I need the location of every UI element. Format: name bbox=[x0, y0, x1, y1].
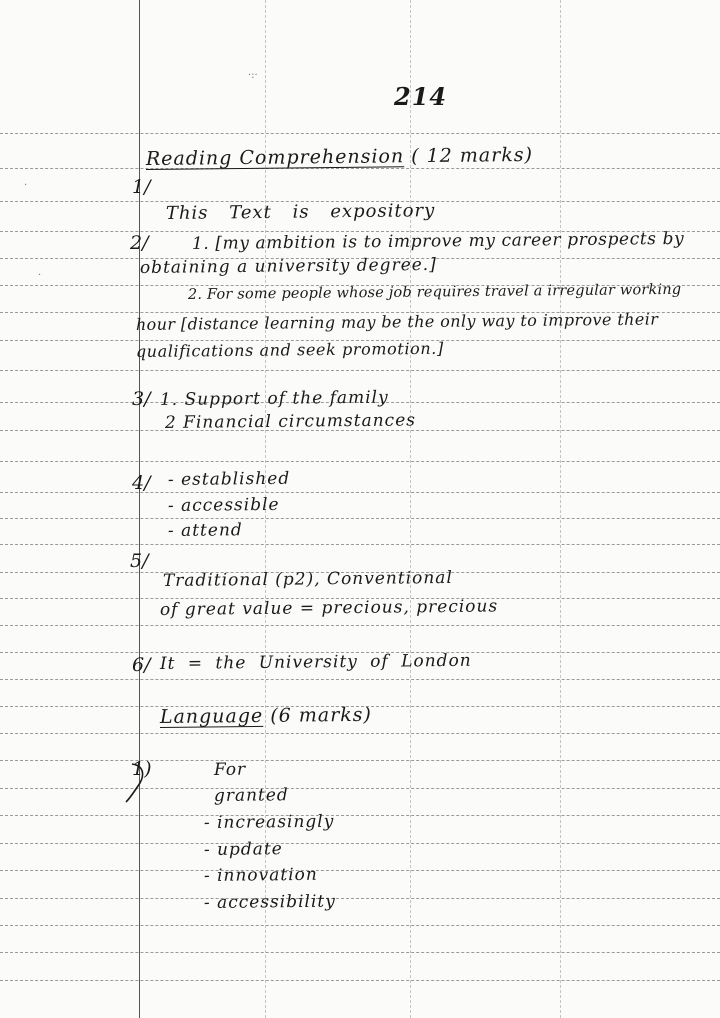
answer-line: - attend bbox=[167, 520, 243, 541]
margin-line bbox=[139, 0, 140, 1018]
answer-line: - update bbox=[203, 839, 283, 860]
answer-line: hour [distance learning may be the only way to improve their bbox=[135, 309, 659, 334]
reading-heading: Reading Comprehension bbox=[145, 145, 405, 170]
answer-line: - increasingly bbox=[203, 811, 335, 833]
grid-line bbox=[560, 0, 561, 1018]
question-number: 1) bbox=[132, 758, 152, 780]
answer-line: - accessible bbox=[167, 494, 280, 516]
speck: · bbox=[24, 180, 28, 191]
answer-line: - innovation bbox=[203, 864, 318, 886]
answer-line: obtaining a university degree.] bbox=[139, 254, 437, 278]
answer-line: qualifications and seek promotion.] bbox=[135, 338, 444, 361]
answer-line: 1. [my ambition is to improve my career prospects by bbox=[191, 228, 685, 254]
answer-line: - accessibility bbox=[203, 891, 336, 913]
speck: · bbox=[38, 270, 42, 281]
language-heading-marks: (6 marks) bbox=[270, 703, 373, 727]
question-number: 5/ bbox=[130, 550, 149, 572]
speck: ·:· bbox=[248, 70, 258, 81]
answer-line: - established bbox=[167, 468, 291, 490]
answer-line: 2. For some people whose job requires travel a irregular working bbox=[187, 281, 682, 303]
reading-heading-line bbox=[146, 144, 533, 170]
page-number: 214 bbox=[394, 82, 448, 111]
answer-line: Traditional (p2), Conventional bbox=[162, 567, 453, 591]
question-number: 3/ bbox=[132, 388, 151, 410]
language-heading: Language bbox=[159, 704, 264, 728]
question-number: 6/ bbox=[132, 654, 151, 676]
answer-line: 1. Support of the family bbox=[159, 387, 389, 410]
question-number: 4/ bbox=[132, 472, 151, 494]
answer-line: of great value = precious, precious bbox=[159, 596, 499, 620]
answer-line: 2 Financial circumstances bbox=[164, 410, 417, 433]
question-number: 2/ bbox=[130, 232, 149, 254]
answer-line: This Text is expository bbox=[165, 200, 436, 224]
reading-heading-marks: ( 12 marks) bbox=[411, 143, 534, 168]
language-heading-line bbox=[160, 704, 372, 728]
answer-line: granted bbox=[213, 785, 289, 806]
answer-line: For bbox=[213, 759, 247, 780]
answer-line: It = the University of London bbox=[159, 650, 472, 674]
question-number: 1/ bbox=[132, 176, 151, 198]
